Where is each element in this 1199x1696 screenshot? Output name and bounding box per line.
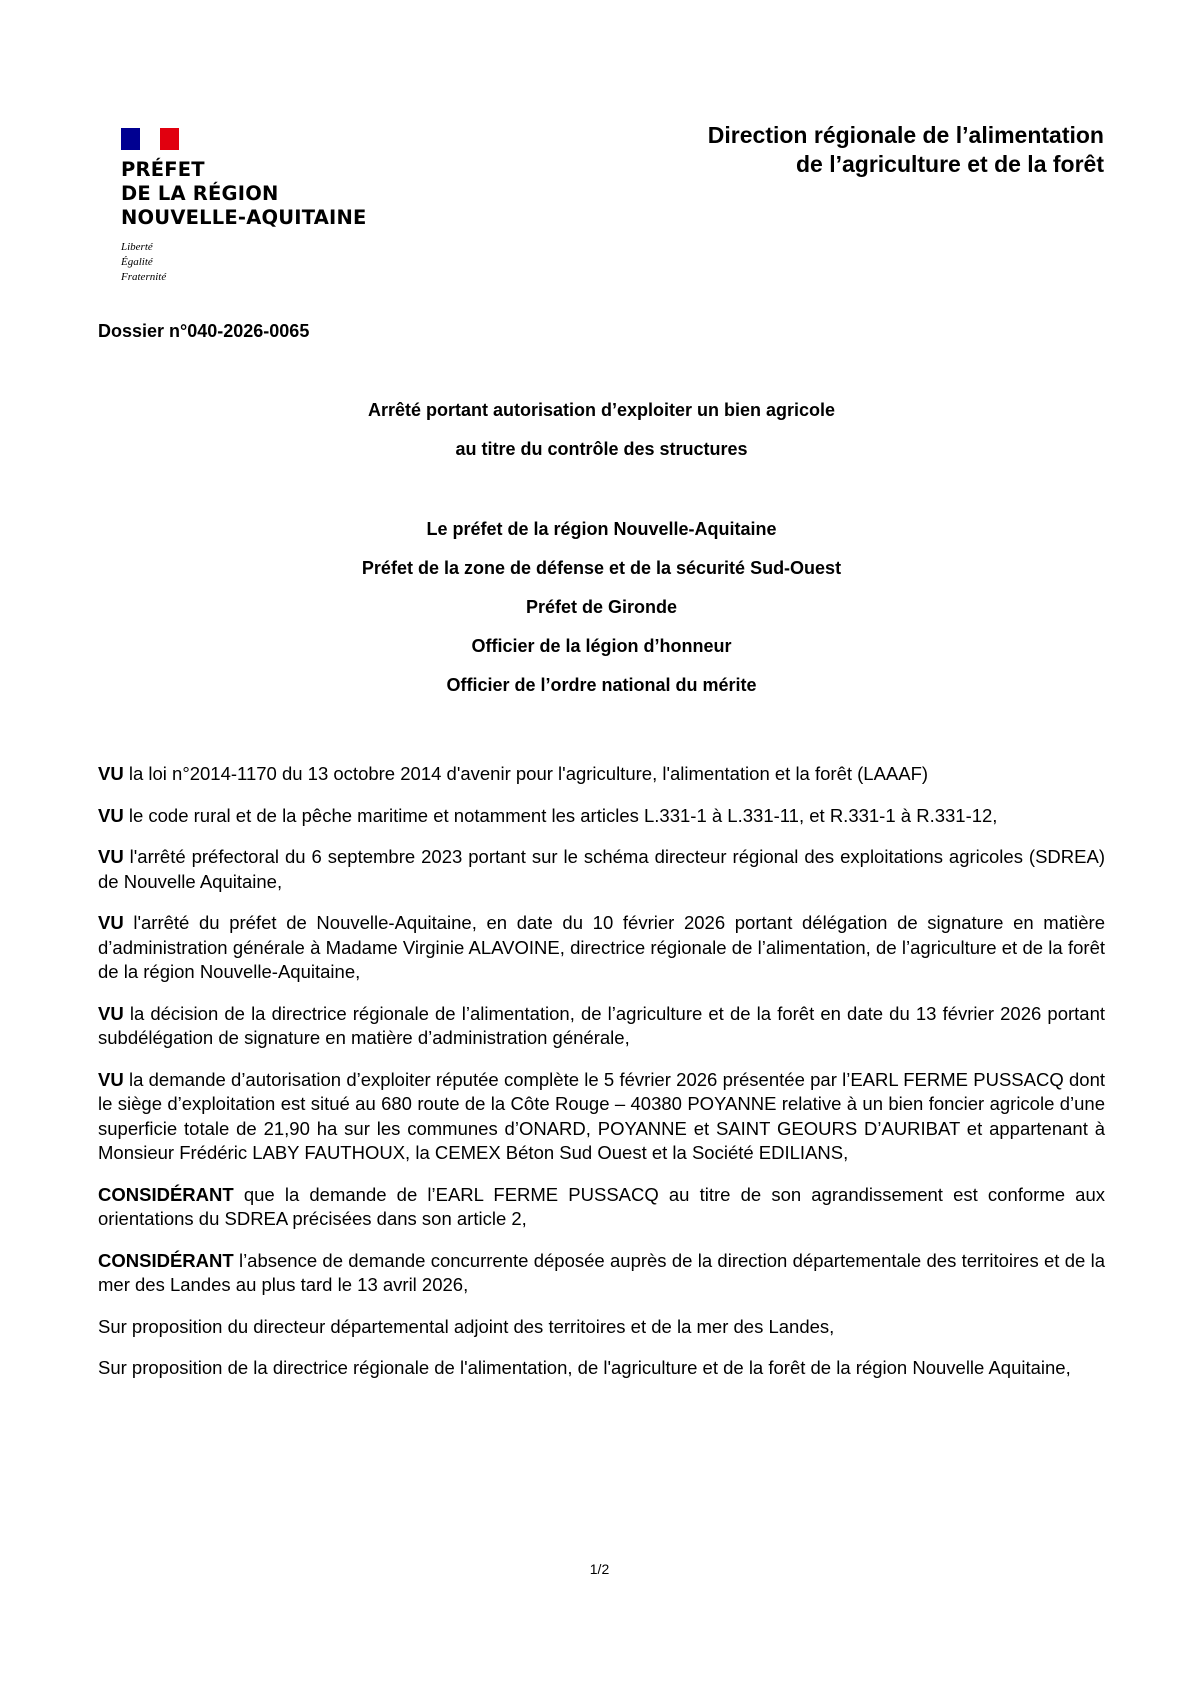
paragraph-text: la décision de la directrice régionale de l’alimentation, de l’agriculture et de la forêt en date du 13 février 2026 portant subdélégation de signature en matière d’administration générale, [98, 1002, 1105, 1048]
proposal-paragraph [98, 1315, 1105, 1340]
republic-motto [121, 240, 381, 285]
motto-line: Fraternité [121, 271, 167, 283]
paragraph-lead: CONSIDÉRANT [98, 1183, 234, 1205]
visa-paragraph [98, 1002, 1105, 1051]
motto-line: Liberté [121, 241, 153, 253]
prefet-line: Officier de l’ordre national du mérite [446, 675, 757, 695]
paragraph-text: Sur proposition du directeur départemental adjoint des territoires et de la mer des Landes, [98, 1315, 835, 1337]
issuing-direction [544, 121, 1104, 179]
direction-line: de l’agriculture et de la forêt [795, 151, 1104, 177]
paragraph-text: la demande d’autorisation d’exploiter réputée complète le 5 février 2026 présentée par l’EARL FERME PUSSACQ dont le siège d’exploitation est situé au 680 route de la Côte Rouge – 40380 POYANNE relative à un bien foncier agricole d’une superficie totale de 21,90 ha sur les communes d’ONARD, POYANNE et SAINT GEOURS D’AURIBAT et appartenant à Monsieur Frédéric LABY FAUTHOUX, la CEMEX Béton Sud Ouest et la Société EDILIANS, [98, 1068, 1105, 1163]
direction-line: Direction régionale de l’alimentation [707, 122, 1104, 148]
page-number: 1/2 [589, 1561, 610, 1577]
paragraph-text: Sur proposition de la directrice régionale de l'alimentation, de l'agriculture et de la forêt de la région Nouvelle Aquitaine, [98, 1357, 1071, 1378]
logo-title-line: DE LA RÉGION [121, 182, 279, 205]
paragraph-lead: VU [98, 912, 124, 933]
paragraph-text: l’absence de demande concurrente déposée auprès de la direction départementale des territoires et de la mer des Landes au plus tard le 13 avril 2026, [98, 1249, 1105, 1295]
prefet-line: Préfet de Gironde [525, 597, 678, 617]
paragraph-lead: VU [98, 846, 124, 867]
title-line: au titre du contrôle des structures [455, 439, 748, 459]
paragraph-lead: VU [98, 763, 124, 784]
considerant-paragraph [98, 1249, 1105, 1298]
visa-paragraph [98, 762, 1105, 787]
logo-title [121, 158, 381, 230]
decree-title [98, 400, 1105, 478]
paragraph-text: l'arrêté du préfet de Nouvelle-Aquitaine, en date du 10 février 2026 portant délégation de signature en matière d’administration générale à Madame Virginie ALAVOINE, directrice régionale de l’alimentation, de l’agriculture et de la forêt de la région Nouvelle-Aquitaine, [98, 912, 1105, 982]
considerant-paragraph [98, 1183, 1105, 1232]
proposal-paragraph [98, 1356, 1105, 1381]
decree-body [98, 762, 1105, 1398]
prefet-line: Officier de la légion d’honneur [471, 636, 732, 656]
visa-paragraph [98, 804, 1105, 829]
visa-paragraph [98, 1068, 1105, 1166]
title-line: Arrêté portant autorisation d’exploiter un bien agricole [367, 400, 836, 420]
dossier-number: Dossier n°040-2026-0065 [98, 321, 310, 341]
prefet-line: Préfet de la zone de défense et de la sécurité Sud-Ouest [361, 558, 842, 578]
paragraph-text: l'arrêté préfectoral du 6 septembre 2023 portant sur le schéma directeur régional des exploitations agricoles (SDREA) de Nouvelle Aquitaine, [98, 846, 1105, 892]
prefet-line: Le préfet de la région Nouvelle-Aquitaine [426, 519, 777, 539]
paragraph-lead: VU [98, 804, 124, 826]
paragraph-text: le code rural et de la pêche maritime et notamment les articles L.331-1 à L.331-11, et R.331-1 à R.331-12, [123, 804, 998, 826]
paragraph-lead: VU [98, 1002, 124, 1024]
paragraph-text: la loi n°2014-1170 du 13 octobre 2014 d'avenir pour l'agriculture, l'alimentation et la forêt (LAAAF) [123, 763, 929, 784]
visa-paragraph [98, 845, 1105, 894]
paragraph-lead: CONSIDÉRANT [98, 1249, 234, 1271]
prefet-titles [98, 519, 1105, 714]
logo-title-line: PRÉFET [121, 158, 205, 181]
prefet-logo [121, 128, 381, 285]
logo-title-line: NOUVELLE-AQUITAINE [121, 206, 367, 229]
paragraph-text: que la demande de l’EARL FERME PUSSACQ au titre de son agrandissement est conforme aux orientations du SDREA précisées dans son article 2, [98, 1183, 1105, 1229]
marianne-flag-icon [121, 128, 179, 150]
visa-paragraph [98, 911, 1105, 985]
paragraph-lead: VU [98, 1068, 124, 1090]
motto-line: Égalité [121, 256, 153, 268]
